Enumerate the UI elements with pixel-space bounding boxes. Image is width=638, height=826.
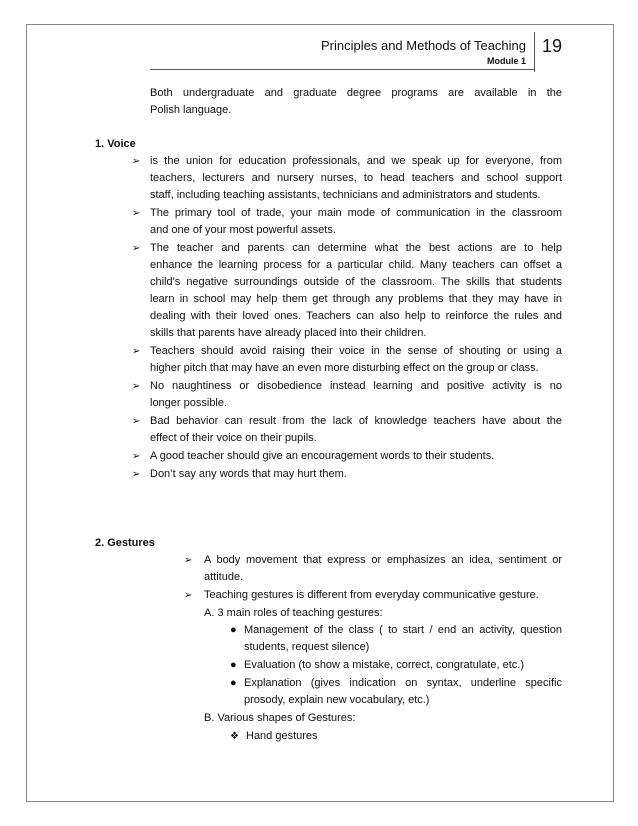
subheading-shapes: B. Various shapes of Gestures: [204, 712, 356, 724]
section-heading-voice: 1. Voice [95, 138, 136, 150]
arrow-bullet-icon: ➢ [132, 156, 141, 167]
voice-bullet-line: child's negative surroundings outside of the classroom. The skills that students [150, 276, 562, 288]
arrow-bullet-icon: ➢ [132, 451, 141, 462]
voice-bullet-line: effect of their voice on their pupils. [150, 432, 317, 444]
intro-line-1: Both undergraduate and graduate degree programs are available in the [150, 87, 562, 99]
arrow-bullet-icon: ➢ [132, 346, 141, 357]
voice-bullet-line: The teacher and parents can determine what the best actions are to help [150, 242, 562, 254]
voice-bullet-line: is the union for education professionals, and we speak up for everyone, from [150, 155, 562, 167]
subheading-roles: A. 3 main roles of teaching gestures: [204, 607, 383, 619]
arrow-bullet-icon: ➢ [132, 381, 141, 392]
intro-line-2: Polish language. [150, 104, 232, 116]
voice-bullet-line: Don’t say any words that may hurt them. [150, 468, 347, 480]
header-module: Module 1 [486, 56, 526, 66]
round-bullet-icon: ● [230, 624, 237, 636]
voice-bullet-line: A good teacher should give an encouragement words to their students. [150, 450, 495, 462]
gestures-bullet-line: attitude. [204, 571, 244, 583]
role-line: students, request silence) [244, 641, 370, 653]
role-line: Explanation (gives indication on syntax, underline specific [244, 677, 562, 689]
round-bullet-icon: ● [230, 659, 237, 671]
header-rule [150, 69, 534, 70]
shape-line: Hand gestures [246, 730, 318, 742]
voice-bullet-line: learn in school may help them get through any problems that they may have in [150, 293, 562, 305]
section-heading-gestures: 2. Gestures [95, 537, 155, 549]
header-separator [534, 32, 535, 72]
voice-bullet-line: and one of your most powerful assets. [150, 224, 336, 236]
gestures-bullet-line: A body movement that express or emphasizes an idea, sentiment or [204, 554, 562, 566]
round-bullet-icon: ● [230, 677, 237, 689]
gestures-bullet-line: Teaching gestures is different from everyday communicative gesture. [204, 589, 539, 601]
voice-bullet-line: The primary tool of trade, your main mode of communication in the classroom [150, 207, 562, 219]
voice-bullet-line: staff, including teaching assistants, technicians and administrators and students. [150, 189, 541, 201]
arrow-bullet-icon: ➢ [132, 243, 141, 254]
voice-bullet-line: Bad behavior can result from the lack of knowledge teachers have about the [150, 415, 562, 427]
arrow-bullet-icon: ➢ [132, 416, 141, 427]
role-line: Management of the class ( to start / end an activity, question [244, 624, 562, 636]
arrow-bullet-icon: ➢ [132, 208, 141, 219]
voice-bullet-line: No naughtiness or disobedience instead learning and positive activity is no [150, 380, 562, 392]
role-line: prosody, explain new vocabulary, etc.) [244, 694, 430, 706]
voice-bullet-line: teachers, lecturers and nursery nurses, to head teachers and school support [150, 172, 562, 184]
page-number: 19 [542, 36, 563, 56]
voice-bullet-line: skills that parents have already placed into their children. [150, 327, 427, 339]
voice-bullet-line: higher pitch that may have an even more disturbing effect on the group or class. [150, 362, 539, 374]
arrow-bullet-icon: ➢ [184, 590, 193, 601]
role-line: Evaluation (to show a mistake, correct, congratulate, etc.) [244, 659, 525, 671]
diamond-bullet-icon: ❖ [230, 731, 239, 742]
voice-bullet-line: enhance the learning process for a particular child. Many teachers can offset a [150, 259, 562, 271]
voice-bullet-line: Teachers should avoid raising their voice in the sense of shouting or using a [150, 345, 562, 357]
arrow-bullet-icon: ➢ [184, 555, 193, 566]
header-title: Principles and Methods of Teaching [321, 38, 526, 53]
arrow-bullet-icon: ➢ [132, 469, 141, 480]
voice-bullet-line: dealing with their loved ones. Teachers can also help to reinforce the rules and [150, 310, 562, 322]
voice-bullet-line: longer possible. [150, 397, 228, 409]
